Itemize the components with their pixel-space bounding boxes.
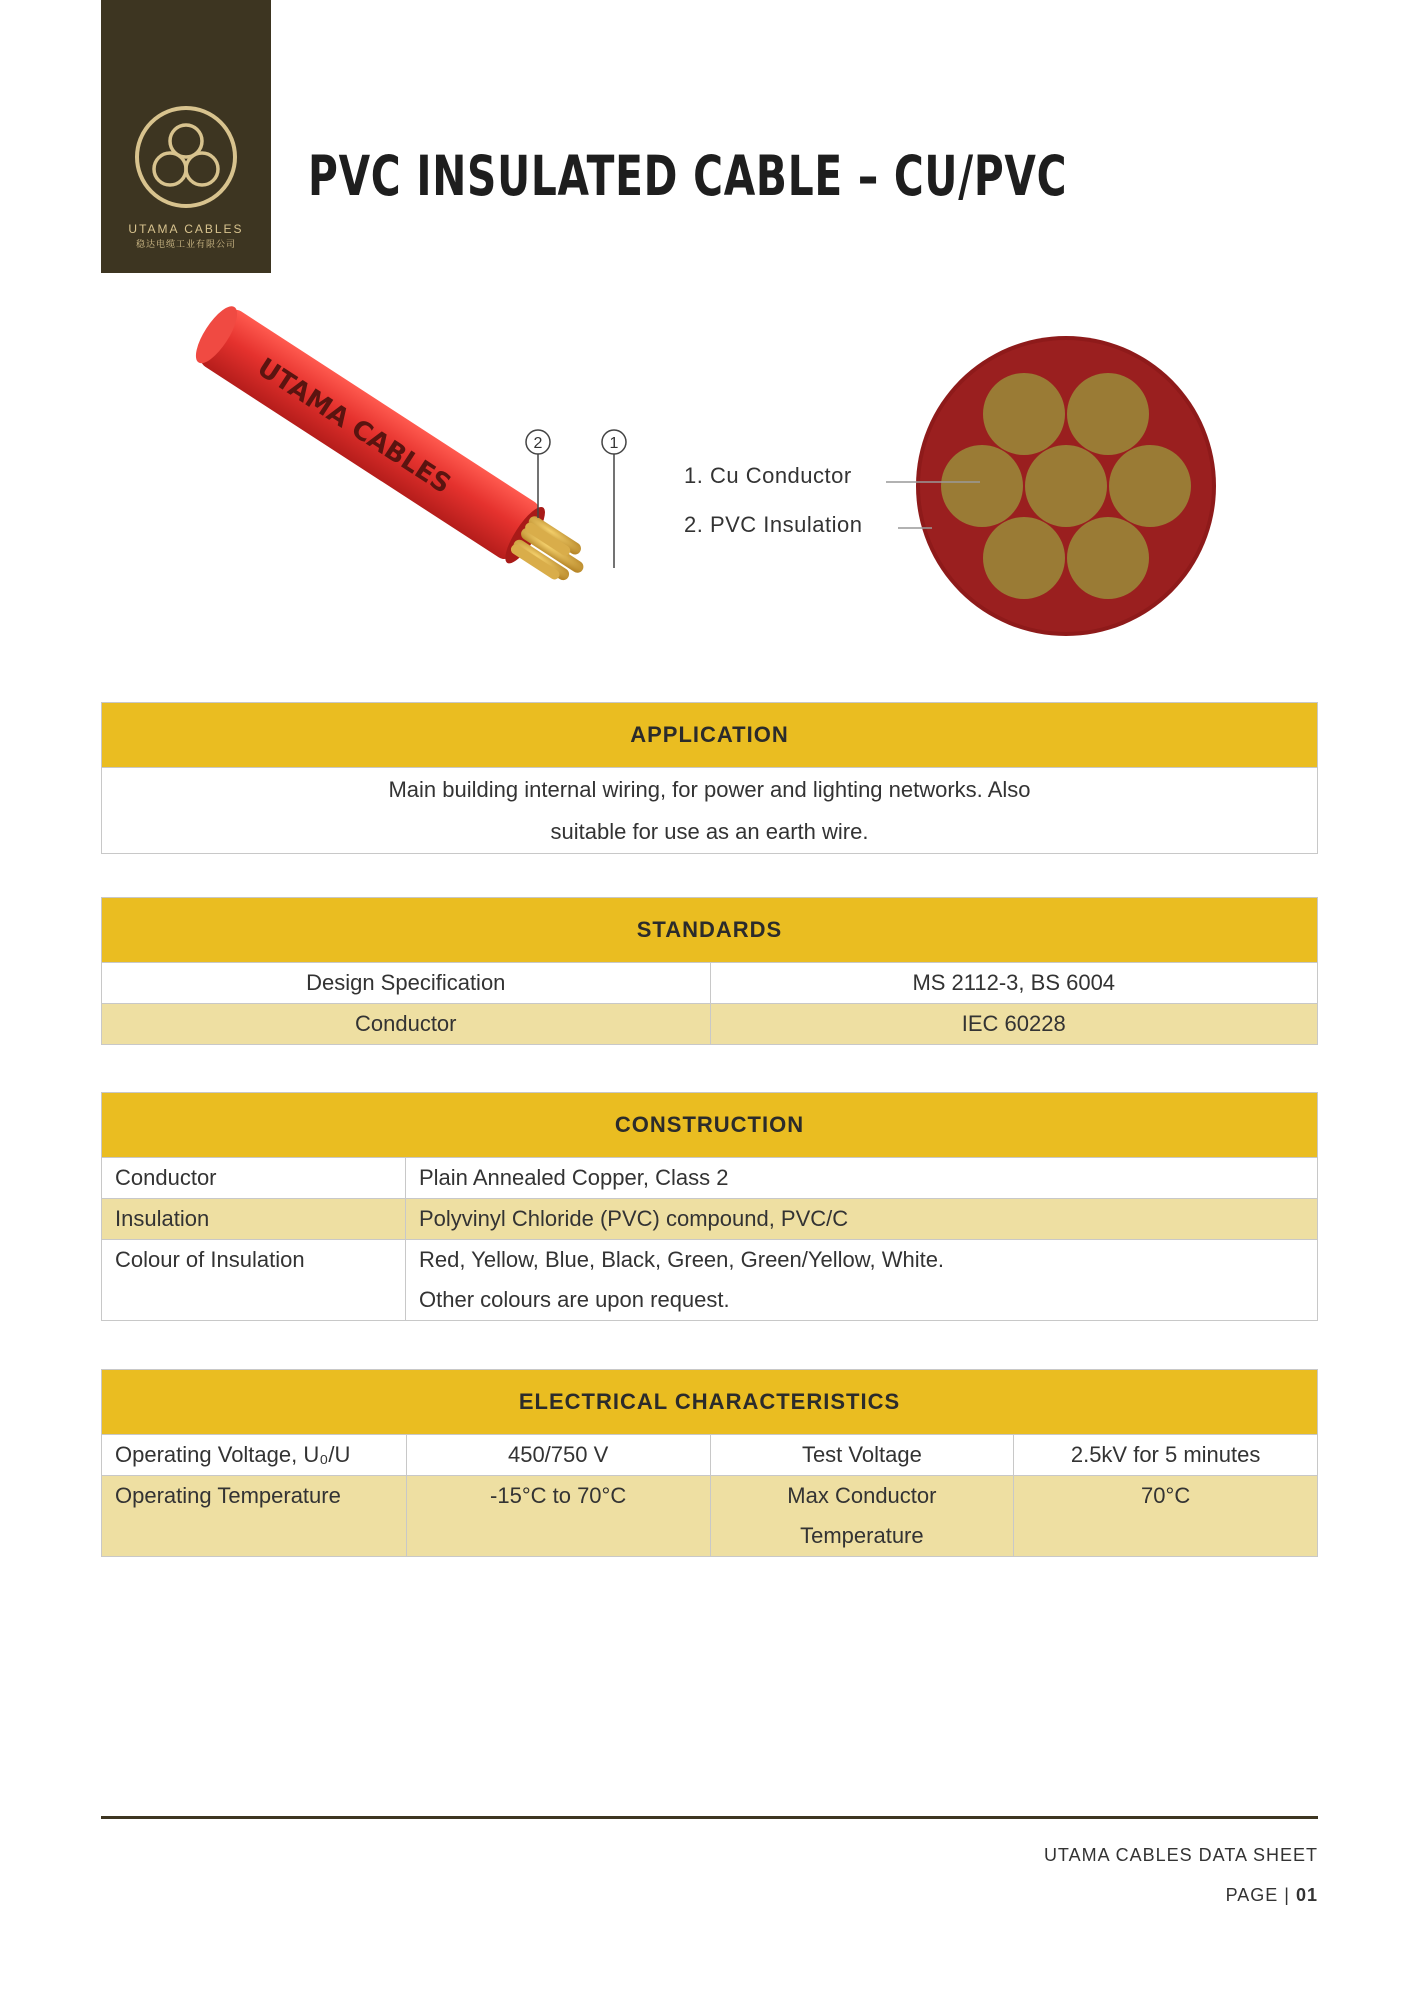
table-row — [102, 1003, 1317, 1044]
utama-logo-icon — [132, 103, 240, 211]
standards-label: Design Specification — [306, 970, 506, 995]
construction-value: Polyvinyl Chloride (PVC) compound, PVC/C — [405, 1199, 1317, 1239]
callout-1 — [602, 430, 626, 568]
table-row — [102, 1475, 1317, 1556]
application-text-line-2: suitable for use as an earth wire. — [550, 819, 869, 844]
cable-print-text: UTAMA CABLES — [251, 352, 456, 500]
standards-value: MS 2112-3, BS 6004 — [710, 963, 1318, 1003]
page-number: 01 — [1295, 1885, 1318, 1905]
page-title: PVC INSULATED CABLE – CU/PVC — [308, 144, 1068, 208]
construction-header: CONSTRUCTION — [102, 1093, 1317, 1157]
footer-page — [1226, 1885, 1318, 1906]
legend-cu-conductor: 1. Cu Conductor — [684, 463, 852, 488]
electrical-label-line-1: Max Conductor — [787, 1483, 937, 1508]
electrical-label-line-2: Temperature — [800, 1523, 924, 1548]
page-label: PAGE | — [1225, 1885, 1290, 1905]
electrical-value: 2.5kV for 5 minutes — [1013, 1435, 1317, 1475]
legend-pvc-insulation: 2. PVC Insulation — [684, 512, 863, 537]
footer-title: UTAMA CABLES DATA SHEET — [1043, 1845, 1318, 1865]
construction-label: Colour of Insulation — [115, 1247, 305, 1272]
construction-label: Conductor — [115, 1165, 217, 1190]
construction-value-line-2: Other colours are upon request. — [419, 1287, 730, 1312]
brand-name-cn: 稳达电缆工业有限公司 — [135, 239, 236, 249]
electrical-label: Operating Temperature — [115, 1483, 341, 1508]
table-row — [102, 962, 1317, 1003]
table-row — [102, 1198, 1317, 1239]
application-section — [101, 702, 1318, 854]
cable-cross-section — [886, 336, 1216, 636]
standards-section — [101, 897, 1318, 1045]
application-header: APPLICATION — [102, 703, 1317, 767]
brand-logo-block — [101, 0, 271, 273]
electrical-value: 70°C — [1013, 1476, 1317, 1556]
electrical-label: Operating Voltage, U₀/U — [115, 1442, 351, 1467]
standards-header: STANDARDS — [102, 898, 1317, 962]
application-row — [102, 767, 1317, 853]
electrical-label — [710, 1476, 1014, 1556]
table-row — [102, 1434, 1317, 1475]
application-text-line-1: Main building internal wiring, for power and lighting networks. Also — [388, 777, 1031, 802]
construction-value — [405, 1240, 1317, 1320]
electrical-label: Test Voltage — [710, 1435, 1014, 1475]
table-row — [102, 1239, 1317, 1320]
svg-text:1: 1 — [609, 435, 619, 452]
cable-illustration — [0, 300, 1414, 660]
construction-section — [101, 1092, 1318, 1321]
construction-value-line-1: Red, Yellow, Blue, Black, Green, Green/Yellow, White. — [419, 1247, 945, 1272]
electrical-section — [101, 1369, 1318, 1557]
brand-name: UTAMA CABLES — [128, 222, 244, 236]
electrical-value: 450/750 V — [406, 1435, 710, 1475]
table-row — [102, 1157, 1317, 1198]
electrical-header: ELECTRICAL CHARACTERISTICS — [102, 1370, 1317, 1434]
construction-value: Plain Annealed Copper, Class 2 — [405, 1158, 1317, 1198]
svg-text:2: 2 — [533, 435, 543, 452]
electrical-value: -15°C to 70°C — [406, 1476, 710, 1556]
standards-value: IEC 60228 — [710, 1004, 1318, 1044]
construction-label: Insulation — [115, 1206, 210, 1231]
standards-label: Conductor — [354, 1011, 457, 1036]
footer-divider — [101, 1816, 1318, 1819]
